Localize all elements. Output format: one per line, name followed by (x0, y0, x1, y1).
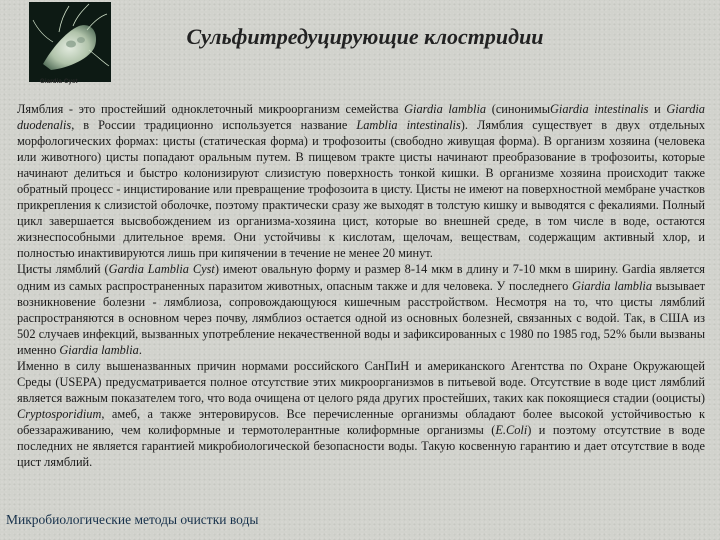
latin-term: Lamblia intestinalis (356, 118, 461, 133)
text-run: вызывает возникновение болезни - лямблиоза, сопровождающуюся кишечным расстройством. Несмотря на то, что цисты лямблий распространяются в основном через почву, лямблиоз остается одной из основных болезней, связанных с водой. Так, в США из 502 случаев инфекций, вызванных употребление некачественной воды и зафиксированных с 1980 по 1985 год, 52% были вызваны именно (17, 278, 705, 357)
latin-term: Gardia Lamblia Cyst (108, 262, 215, 277)
latin-term: Giardia intestinalis (550, 102, 649, 116)
paragraph-3 (17, 358, 705, 470)
text-run: ) и поэтому отсутствие в воде последних не является гарантией микробиологической безопасности воды. Такую косвенную гарантию и дает отсутствие в воде цист лямблий. (17, 422, 705, 470)
paragraph-2 (17, 261, 705, 357)
latin-term: Cryptosporidium (17, 406, 102, 421)
text-run: и (648, 102, 667, 116)
latin-term: Giardia lamblia (59, 342, 139, 357)
latin-term: Giardia duodenalis (17, 102, 705, 133)
paragraph-1 (17, 101, 705, 261)
latin-term: Giardia lamblia (571, 278, 652, 293)
giardia-cyst-photo (29, 2, 111, 82)
footer-title: Микробиологические методы очистки воды (6, 512, 259, 527)
text-run: (синонимы (486, 102, 551, 116)
text-run: Именно в силу вышеназванных причин нормами российского СанПиН и американского Агентства по Охране Окружающей Среды (USEPA) предусматривается полное отсутствие этих микроорганизмов в питьевой воде. Отсутствие в воде цист лямблий является важным показателем того, что вода очищена от целого ряда других простейших, таких как покоящиеся стадии (ооцисты) (17, 358, 705, 405)
giardia-organism-icon (29, 2, 111, 82)
text-run: . (138, 342, 142, 357)
text-run: ). Лямблия существует в двух отдельных морфологических формах: цисты (статическая форма) и трофозоиты (свободно живущая форма). В организм хозяина (человека или животного) цисты попадают оральным путем. В пищевом тракте цисты начинают преобразование в трофозоиты, которые начинают делиться и быстро колонизируют слизистую поверхность тонкой кишки. В организме хозяина происходит также обратный процесс - инцистирование или превращение трофозоита в цисту. Цисты не имеют на поверхностной мембране участков прикрепления к слизистой оболочке, поэтому практически сразу же выходят в толстую кишку и выводятся с фекалиями. Полный цикл завершается высвобождением из организма-хозяина цист, которые во внешней среде, в том числе в воде, остаются жизнеспособными длительное время. Они устойчивы к кислотам, щелочам, веществам, содержащим активный хлор, и полностью инактивируются лишь при кипячении в течение не менее 20 минут. (17, 118, 705, 261)
body-text (17, 101, 705, 470)
page-title: Сульфитредуцирующие клостридии (186, 24, 544, 49)
text-run: Цисты лямблий ( (17, 262, 109, 277)
latin-term: E.Coli (495, 422, 528, 437)
photo-caption: Giardia Cyst (40, 79, 78, 85)
text-run: ) имеют овальную форму и размер 8-14 мкм в длину и 7-10 мкм в ширину. Gardia является одним из самых распространенных паразитом животных, опасным также и для человека. У последнего (17, 262, 705, 293)
text-run: , амеб, а также энтеровирусов. Все перечисленные организмы обладают более высокой устойчивостью к обеззараживанию, чем колиформные и термотолерантные колиформные организмы ( (17, 406, 705, 437)
text-run: Лямблия - это простейший одноклеточный микроорганизм семейства (17, 102, 405, 116)
text-run: , в России традиционно используется название (71, 118, 357, 133)
latin-term: Giardia lamblia (404, 102, 487, 116)
